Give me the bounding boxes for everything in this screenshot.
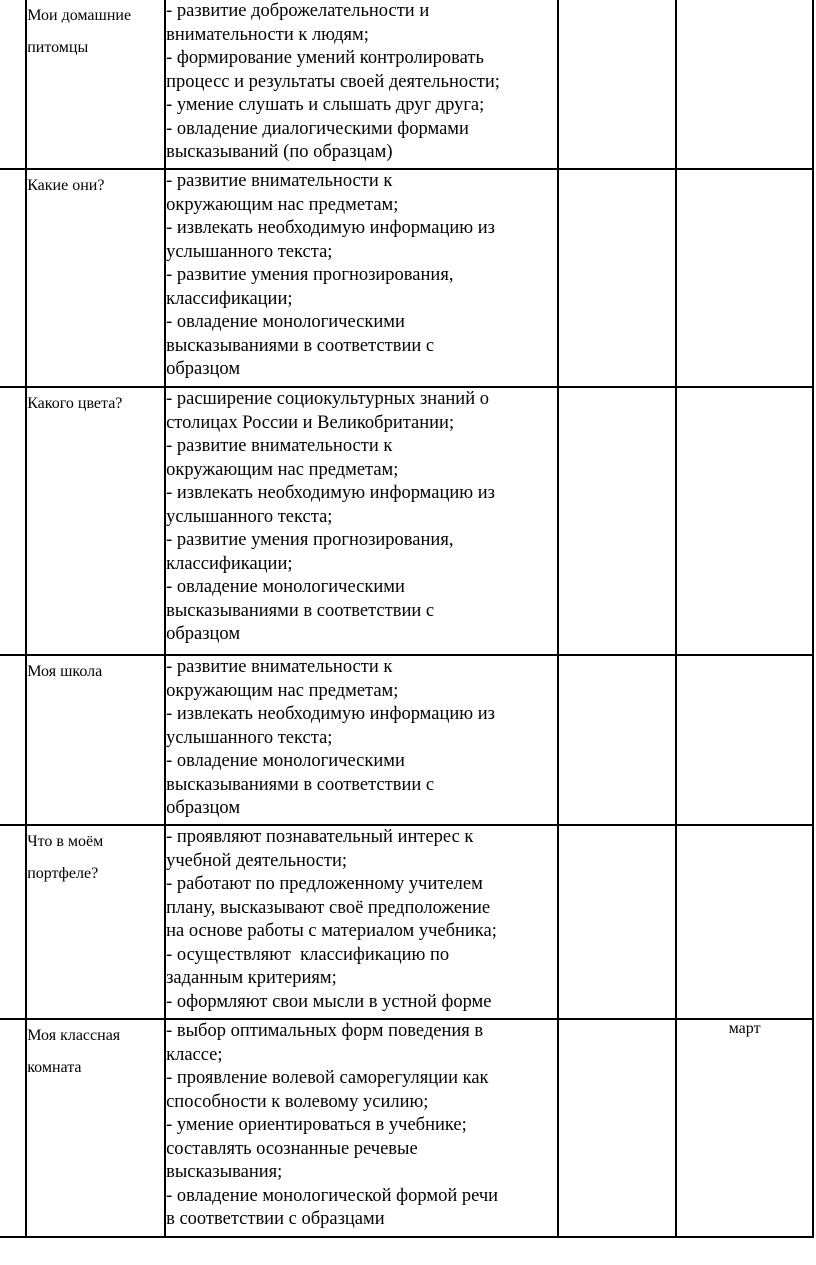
number-cell [0, 169, 26, 387]
number-cell [0, 825, 26, 1019]
number-cell [0, 0, 26, 169]
number-cell [0, 655, 26, 825]
hours-cell [558, 825, 676, 1019]
number-cell [0, 1019, 26, 1237]
goals-cell [165, 1019, 558, 1237]
topic-cell: Что в моём портфеле? [26, 825, 165, 1019]
date-cell [676, 0, 813, 169]
goals-text: - выбор оптимальных форм поведения в классе; - проявление волевой саморегуляции как способности к волевому усилию; - умение ориентироваться в учебнике; составлять осознанные речевые высказывания; - овладение монологической формой речи в соответствии с образцами [166, 1021, 499, 1229]
date-cell [676, 169, 813, 387]
date-cell [676, 655, 813, 825]
goals-cell [165, 387, 558, 655]
hours-cell [558, 1019, 676, 1237]
table-row [0, 0, 813, 169]
date-cell: март [676, 1019, 813, 1237]
table-row [0, 1019, 813, 1237]
topic-cell: Какого цвета? [26, 387, 165, 655]
goals-text: - расширение социокультурных знаний о столицах России и Великобритании; - развитие внимательности к окружающим нас предметам; - извлекать необходимую информацию из услышанного текста; - развитие умения прогнозирования, классификации; - овладение монологическими высказываниями в соответствии с образцом [166, 389, 495, 644]
topic-cell: Мои домашние питомцы [26, 0, 165, 169]
topic-cell: Моя классная комната [26, 1019, 165, 1237]
table-row [0, 825, 813, 1019]
goals-text: - развитие внимательности к окружающим нас предметам; - извлекать необходимую информацию из услышанного текста; - овладение монологическими высказываниями в соответствии с образцом [166, 657, 495, 818]
hours-cell [558, 387, 676, 655]
hours-cell [558, 655, 676, 825]
goals-cell [165, 0, 558, 169]
table-row [0, 655, 813, 825]
table-row [0, 169, 813, 387]
table-row [0, 387, 813, 655]
hours-cell [558, 169, 676, 387]
goals-cell [165, 169, 558, 387]
date-cell [676, 387, 813, 655]
goals-text: - развитие внимательности к окружающим нас предметам; - извлекать необходимую информацию из услышанного текста; - развитие умения прогнозирования, классификации; - овладение монологическими высказываниями в соответствии с образцом [166, 171, 495, 379]
goals-text: - проявляют познавательный интерес к учебной деятельности; - работают по предложенному учителем плану, высказывают своё предположение на основе работы с материалом учебника; - осуществляют классификацию по заданным критериям; - оформляют свои мысли в устной форме [166, 827, 497, 1012]
topic-cell: Моя школа [26, 655, 165, 825]
goals-text: - развитие доброжелательности и внимательности к людям; - формирование умений контролировать процесс и результаты своей деятельности; - умение слушать и слышать друг друга; - овладение диалогическими формами высказываний (по образцам) [166, 1, 500, 162]
hours-cell [558, 0, 676, 169]
topic-cell: Какие они? [26, 169, 165, 387]
goals-cell [165, 655, 558, 825]
number-cell [0, 387, 26, 655]
date-cell [676, 825, 813, 1019]
goals-cell [165, 825, 558, 1019]
